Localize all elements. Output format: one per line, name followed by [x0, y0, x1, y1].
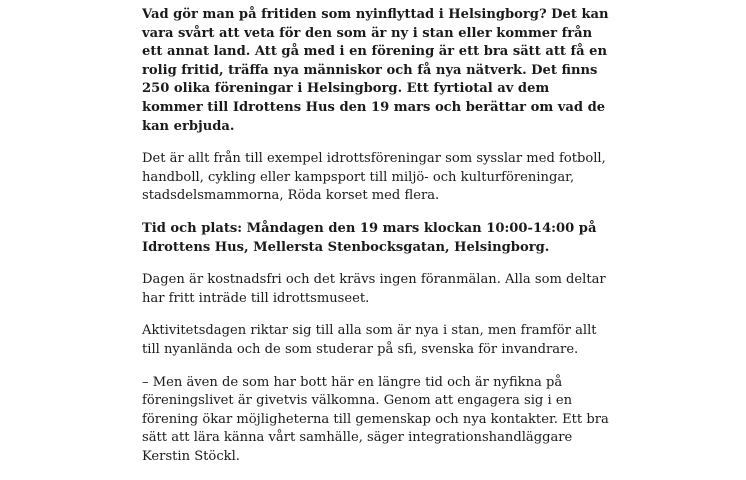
document-page: [142, 6, 612, 480]
body-paragraph-audience: Aktivitetsdagen riktar sig till alla som är nya i stan, men framför allt till nyanlända och de som studerar på sfi, svenska för invandrare.: [142, 323, 597, 357]
lead-paragraph: Vad gör man på fritiden som nyinflyttad i Helsingborg? Det kan vara svårt att veta för den som är ny i stan eller kommer från ett annat land. Att gå med i en förening är ett bra sätt att få en rolig fritid, träffa nya människor och få nya nätverk. Det finns 250 olika föreningar i Helsingborg. Ett fyrtiotal av dem kommer till Idrottens Hus den 19 mars och berättar om vad de kan erbjuda.: [142, 7, 609, 134]
time-and-place-paragraph: Tid och plats: Måndagen den 19 mars klockan 10:00-14:00 på Idrottens Hus, Mellersta Stenbocksgatan, Helsingborg.: [142, 220, 597, 255]
body-paragraph-admission: Dagen är kostnadsfri och det krävs ingen föranmälan. Alla som deltar har fritt inträde till idrottsmuseet.: [142, 272, 606, 306]
body-paragraph-associations: Det är allt från till exempel idrottsföreningar som sysslar med fotboll, handboll, cykling eller kampsport till miljö- och kulturföreningar, stadsdelsmammorna, Röda korset med flera.: [142, 151, 606, 204]
quote-paragraph: – Men även de som har bott här en längre tid och är nyfikna på föreningslivet är givetvis välkomna. Genom att engagera sig i en förening ökar möjligheterna till gemenskap och nya kontakter. Ett bra sätt att lära känna vårt samhälle, säger integrationshandläggare Kerstin Stöckl.: [142, 374, 609, 464]
